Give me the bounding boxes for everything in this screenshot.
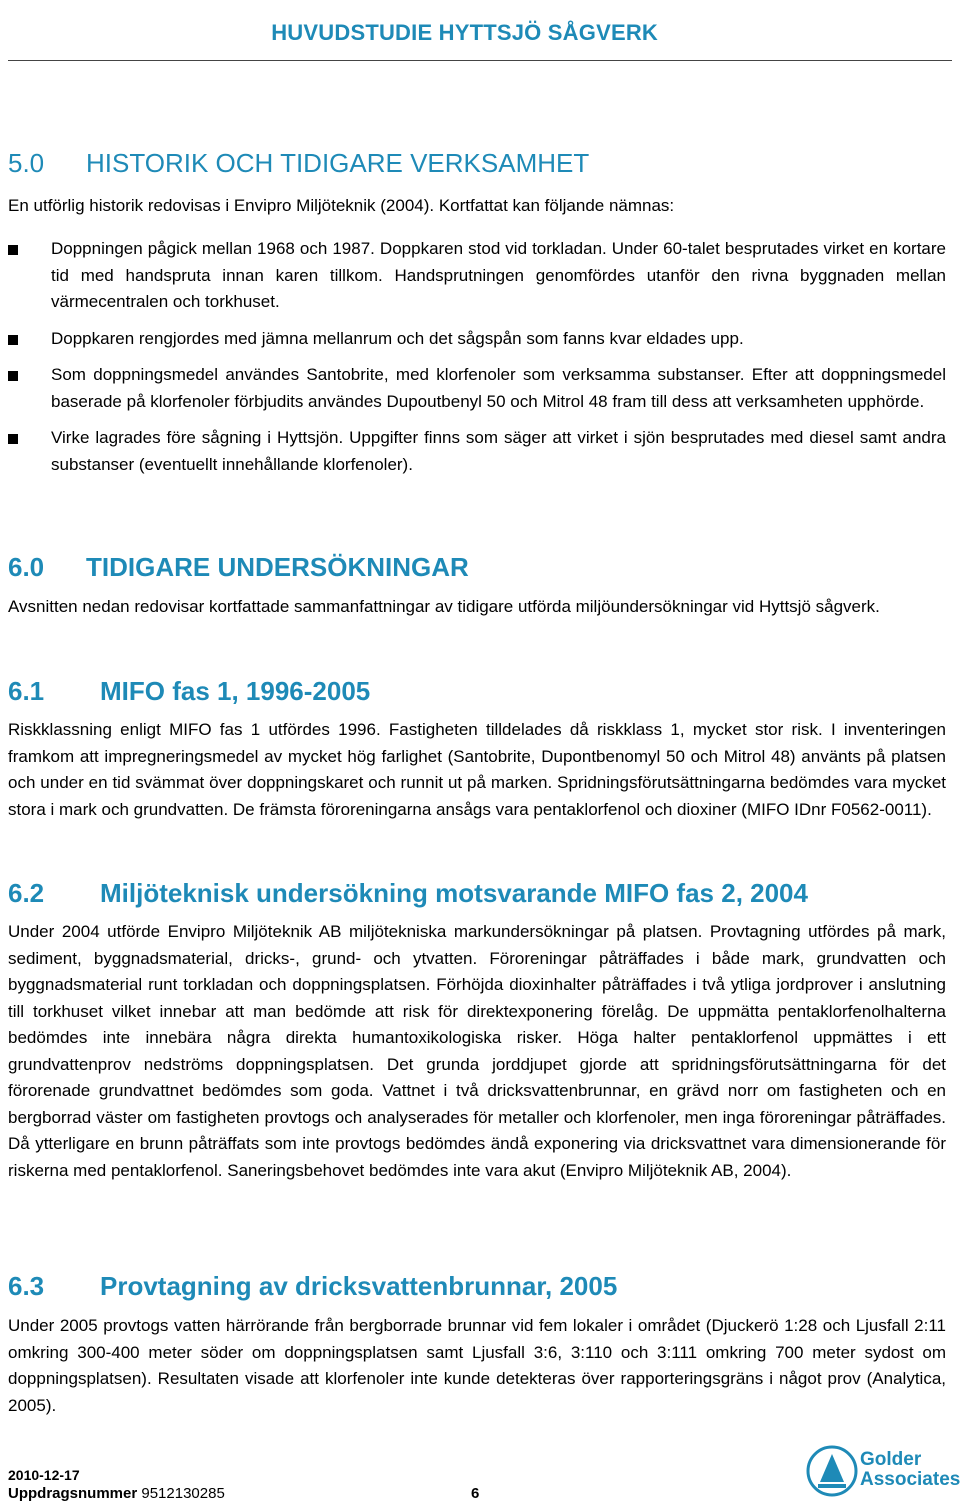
header-divider — [8, 60, 952, 61]
history-bullet-list — [8, 236, 946, 488]
section-number: 5.0 — [8, 148, 45, 178]
section-number: 6.0 — [8, 552, 45, 582]
header-title: HUVUDSTUDIE HYTTSJÖ SÅGVERK — [271, 20, 658, 45]
assignment-number: 9512130285 — [141, 1485, 225, 1502]
section-title: TIDIGARE UNDERSÖKNINGAR — [86, 552, 469, 582]
bullet-square-icon — [8, 371, 18, 381]
bullet-square-icon — [8, 434, 18, 444]
bullet-square-icon — [8, 245, 18, 255]
page-number: 6 — [471, 1485, 480, 1502]
section-6-intro: Avsnitten nedan redovisar kortfattade sammanfattningar av tidigare utförda miljöundersökningar vid Hyttsjö sågverk. — [8, 597, 880, 616]
section-title: Miljöteknisk undersökning motsvarande MIFO fas 2, 2004 — [100, 878, 808, 908]
section-title: MIFO fas 1, 1996-2005 — [100, 676, 371, 706]
section-6-heading — [8, 552, 469, 583]
section-6-2-heading — [8, 878, 808, 909]
list-item: Doppningen pågick mellan 1968 och 1987. Doppkaren stod vid torkladan. Under 60-talet besprutades virket en kortare tid med handspruta innan karen tillkom. Handsprutningen genomfördes utanför den rivna byggnaden mellan värmecentralen och torkhuset. — [8, 236, 946, 316]
section-title: HISTORIK OCH TIDIGARE VERKSAMHET — [86, 148, 590, 178]
golder-emblem-icon — [806, 1440, 858, 1502]
list-item: Doppkaren rengjordes med jämna mellanrum och det sågspån som fanns kvar eldades upp. — [8, 326, 946, 353]
assignment-label: Uppdragsnummer — [8, 1485, 138, 1502]
section-number: 6.2 — [8, 878, 45, 908]
section-5-intro: En utförlig historik redovisas i Envipro Miljöteknik (2004). Kortfattat kan följande nämnas: — [8, 196, 675, 215]
section-6-3-text: Under 2005 provtogs vatten härrörande från bergborrade brunnar vid fem lokaler i området (Djuckerö 1:28 och Ljusfall 2:11 omkring 300-400 meter söder om doppningsplatsen samt Ljusfall 3:6, 3:110 och 3:111 omkring 700 meter sydost om doppningsplatsen). Resultaten visade att klorfenoler inte kunde detekteras över rapporteringsgräns i något prov (Analytica, 2005). — [8, 1316, 946, 1415]
section-number: 6.3 — [8, 1271, 45, 1301]
footer-assignment — [8, 1485, 225, 1502]
section-6-1-heading — [8, 676, 370, 707]
list-item: Som doppningsmedel användes Santobrite, med klorfenoler som verksamma substanser. Efter att doppningsmedel baserade på klorfenoler förbjudits användes Dupoutbenyl 50 och Mitrol 48 fram till dess att verksamheten upphörde. — [8, 362, 946, 415]
section-number: 6.1 — [8, 676, 45, 706]
section-6-1-text: Riskklassning enligt MIFO fas 1 utfördes 1996. Fastigheten tilldelades då riskklass 1, mycket stor risk. I inventeringen framkom att impregneringsmedel av mycket hög farlighet (Santobrite, Dupontbenomyl 50 och Mitrol 48) använts på platsen och under en tid svämmat över doppningskaret och runnit ut på marken. Spridningsförutsättningarna bedömdes vara mycket stora i mark och grundvatten. De främsta föroreningarna ansågs vara pentaklorfenol och dioxiner (MIFO IDnr F0562-0011). — [8, 720, 946, 819]
section-6-2-text: Under 2004 utförde Envipro Miljöteknik AB miljötekniska markundersökningar på platsen. Provtagning utfördes på mark, sediment, byggnadsmaterial, dricks-, grund- och ytvatten. Föroreningar påträffades i både mark, grundvatten och byggnadsmaterial runt torkladan och doppningsplatsen. Förhöjda dioxinhalter påträffades i två ytliga jordprover i anslutning till torkhuset vilket innebar att man bedömde att risk för direktexponering förelåg. De uppmätta pentaklorfenolhalterna bedömdes inte innebära några direkta humantoxikologiska risker. Höga halter pentaklorfenol uppmättes i ett grundvattenprov nedströms doppningsplatsen. Det grunda jorddjupet gjorde att spridningsförutsättningarna för det förorenade grundvattnet bedömdes som goda. Vattnet i två dricksvattenbrunnar, en grävd norr om fastigheten och en bergborrad väster om fastigheten provtogs och analyserades för metaller och klorfenoler, men inga föroreningar påträffades. Då ytterligare en brunn påträffats som inte provtogs bedömdes ändå exponering via dricksvattnet vara dimensionerande för riskerna med pentaklorfenol. Saneringsbehovet bedömdes inte vara akut (Envipro Miljöteknik AB, 2004). — [8, 922, 946, 1180]
section-5-heading — [8, 148, 589, 179]
list-item: Virke lagrades före sågning i Hyttsjön. Uppgifter finns som säger att virket i sjön besprutades med diesel samt andra substanser (eventuellt innehållande klorfenoler). — [8, 425, 946, 478]
section-6-3-heading — [8, 1271, 617, 1302]
logo-wordmark: Golder Associates — [860, 1449, 960, 1490]
section-title: Provtagning av dricksvattenbrunnar, 2005 — [100, 1271, 618, 1301]
bullet-square-icon — [8, 335, 18, 345]
footer-date: 2010-12-17 — [8, 1467, 80, 1483]
golder-logo — [806, 1440, 960, 1502]
